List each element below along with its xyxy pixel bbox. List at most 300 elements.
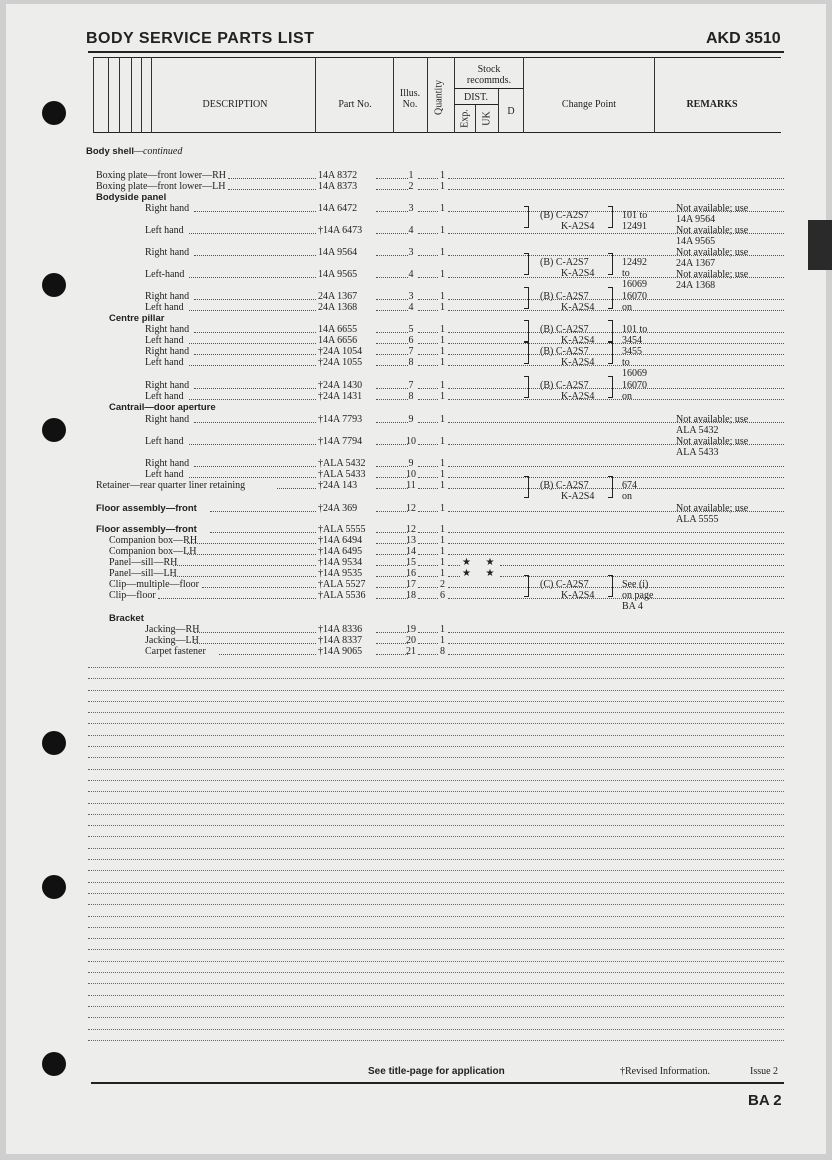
bracket [524, 342, 529, 364]
blank-line [88, 870, 784, 871]
footer-application-note: See title-page for application [368, 1066, 505, 1077]
blank-line [88, 848, 784, 849]
part-description: Carpet fastener [145, 646, 206, 657]
leader-dots [418, 324, 438, 333]
quantity: 1 [440, 469, 445, 480]
change-point-code: K-A2S4 [561, 491, 595, 502]
section-heading-bold: Body shell [86, 146, 135, 157]
part-number: †14A 9065 [318, 646, 363, 657]
remark-text: Not available; use [676, 414, 749, 425]
blank-line [88, 1017, 784, 1018]
column-line [108, 57, 109, 133]
col-uk: UK [481, 111, 493, 126]
leader-dots [418, 557, 438, 566]
illus-number: 2 [408, 181, 414, 192]
remark-text: Not available; use [676, 436, 749, 447]
col-stock: Stock recommds. [466, 64, 512, 86]
part-description: Right hand [145, 346, 190, 357]
leader-dots [448, 391, 784, 400]
blank-line [88, 780, 784, 781]
leader-dots [277, 480, 316, 489]
leader-dots [418, 436, 438, 445]
leader-dots [189, 469, 316, 478]
change-point-code: K-A2S4 [561, 268, 595, 279]
leader-dots [194, 324, 316, 333]
quantity: 1 [440, 346, 445, 357]
change-point-range: 101 to [622, 210, 648, 221]
leader-dots [194, 380, 316, 389]
blank-line [88, 712, 784, 713]
leader-dots [448, 181, 784, 190]
change-point-range: 16069 [622, 279, 647, 290]
part-description: Right hand [145, 458, 190, 469]
quantity: 1 [440, 357, 445, 368]
col-part-no: Part No. [338, 99, 372, 110]
change-point-code: K-A2S4 [561, 302, 595, 313]
leader-dots [448, 324, 784, 333]
part-number: †14A 9535 [318, 568, 363, 579]
group-heading: Floor assembly—front [96, 524, 197, 535]
leader-dots [418, 225, 438, 234]
bracket [608, 342, 613, 364]
column-line [151, 57, 152, 133]
blank-line [88, 836, 784, 837]
quantity: 1 [440, 635, 445, 646]
leader-dots [448, 291, 784, 300]
change-point-range: on [622, 302, 632, 313]
quantity: 1 [440, 535, 445, 546]
section-heading [86, 146, 182, 157]
remark-text: Not available; use [676, 203, 749, 214]
leader-dots [418, 380, 438, 389]
part-number: †14A 6473 [318, 225, 363, 236]
part-description: Left-hand [145, 269, 185, 280]
stock-rule [454, 88, 523, 89]
leader-dots [189, 269, 316, 278]
leader-dots [418, 480, 438, 489]
part-number: 24A 1367 [318, 291, 358, 302]
blank-line [88, 723, 784, 724]
part-number: †14A 8336 [318, 624, 363, 635]
remark-text: ALA 5555 [676, 514, 719, 525]
part-description: Retainer—rear quarter liner retaining [96, 480, 246, 491]
part-number: †24A 1431 [318, 391, 363, 402]
change-point-range: 3455 [622, 346, 642, 357]
blank-line [88, 667, 784, 668]
blank-line [88, 735, 784, 736]
change-point-code: (C) C-A2S7 [540, 579, 589, 590]
blank-line [88, 1006, 784, 1007]
blank-line [88, 972, 784, 973]
blank-line [88, 769, 784, 770]
quantity: 1 [440, 524, 445, 535]
leader-dots [418, 503, 438, 512]
quantity: 1 [440, 203, 445, 214]
illus-number: 12 [406, 524, 416, 535]
bracket [608, 376, 613, 398]
part-description: Panel—sill—RH [109, 557, 178, 568]
illus-number: 6 [408, 335, 414, 346]
leader-dots [500, 568, 784, 577]
leader-dots [173, 557, 316, 566]
binder-hole [42, 101, 66, 125]
leader-dots [210, 524, 316, 533]
illus-number: 1 [408, 170, 414, 181]
remark-text: 14A 9564 [676, 214, 716, 225]
blank-line [88, 803, 784, 804]
part-description: Left hand [145, 225, 184, 236]
blank-line [88, 1029, 784, 1030]
quantity: 1 [440, 436, 445, 447]
change-point-range: on page [622, 590, 654, 601]
blank-line [88, 995, 784, 996]
leader-dots [418, 391, 438, 400]
column-line [131, 57, 132, 133]
leader-dots [194, 291, 316, 300]
change-point-range: on [622, 491, 632, 502]
index-tab [808, 220, 832, 270]
illus-number: 14 [406, 546, 416, 557]
part-number: 14A 6472 [318, 203, 358, 214]
leader-dots [500, 557, 784, 566]
quantity: 1 [440, 269, 445, 280]
blank-line [88, 746, 784, 747]
remark-text: ALA 5433 [676, 447, 719, 458]
part-number: 14A 8373 [318, 181, 358, 192]
change-point-code: (B) C-A2S7 [540, 346, 589, 357]
leader-dots [418, 469, 438, 478]
change-point-range: 674 [622, 480, 637, 491]
part-description: Jacking—RH [145, 624, 200, 635]
leader-dots [418, 346, 438, 355]
change-point-code: (B) C-A2S7 [540, 380, 589, 391]
quantity: 1 [440, 380, 445, 391]
leader-dots [189, 391, 316, 400]
leader-dots [187, 546, 316, 555]
leader-dots [210, 503, 316, 512]
blank-line [88, 949, 784, 950]
blank-line [88, 825, 784, 826]
quantity: 1 [440, 480, 445, 491]
leader-dots [448, 346, 784, 355]
quantity: 1 [440, 503, 445, 514]
leader-dots [418, 590, 438, 599]
illus-number: 3 [408, 203, 414, 214]
leader-dots [189, 357, 316, 366]
illus-number: 4 [408, 225, 414, 236]
leader-dots [448, 579, 784, 588]
remark-text: Not available; use [676, 247, 749, 258]
leader-dots [448, 568, 460, 577]
header-rule [93, 57, 781, 58]
leader-dots [448, 357, 784, 366]
illus-number: 10 [406, 469, 416, 480]
change-point-code: (B) C-A2S7 [540, 291, 589, 302]
change-point-range: 3454 [622, 335, 642, 346]
change-point-range: 12492 [622, 257, 647, 268]
part-number: 14A 8372 [318, 170, 358, 181]
col-quantity: Quantity [433, 80, 445, 115]
quantity: 2 [440, 579, 445, 590]
col-d: D [507, 106, 515, 117]
illus-number: 17 [406, 579, 416, 590]
change-point-code: K-A2S4 [561, 391, 595, 402]
col-description: DESCRIPTION [202, 99, 268, 110]
change-point-code: (B) C-A2S7 [540, 210, 589, 221]
remark-text: Not available; use [676, 269, 749, 280]
leader-dots [448, 480, 784, 489]
illus-number: 7 [408, 380, 414, 391]
page-title: BODY SERVICE PARTS LIST [86, 30, 315, 47]
star-marker: ★ ★ [462, 557, 501, 568]
part-description: Right hand [145, 291, 190, 302]
footer-issue: Issue 2 [750, 1066, 779, 1077]
illus-number: 20 [406, 635, 416, 646]
quantity: 1 [440, 225, 445, 236]
blank-line [88, 690, 784, 691]
leader-dots [418, 646, 438, 655]
leader-dots [418, 414, 438, 423]
change-point-code: K-A2S4 [561, 221, 595, 232]
leader-dots [448, 590, 784, 599]
part-number: †24A 143 [318, 480, 358, 491]
col-change-point: Change Point [561, 99, 617, 110]
col-dist: DIST. [464, 92, 488, 103]
part-description: Right hand [145, 380, 190, 391]
quantity: 1 [440, 170, 445, 181]
bracket [524, 476, 529, 498]
blank-line [88, 916, 784, 917]
group-heading: Floor assembly—front [96, 503, 197, 514]
leader-dots [448, 302, 784, 311]
part-description: Clip—multiple—floor [109, 579, 199, 590]
leader-dots [418, 247, 438, 256]
part-number: †14A 6495 [318, 546, 363, 557]
change-point-range: 16070 [622, 291, 647, 302]
part-number: †14A 9534 [318, 557, 363, 568]
leader-dots [418, 579, 438, 588]
change-point-range: 16070 [622, 380, 647, 391]
blank-line [88, 882, 784, 883]
leader-dots [194, 458, 316, 467]
remark-text: Not available; use [676, 225, 749, 236]
leader-dots [418, 524, 438, 533]
part-number: 14A 9565 [318, 269, 358, 280]
bracket [608, 320, 613, 342]
blank-line [88, 701, 784, 702]
part-number: †14A 7793 [318, 414, 363, 425]
column-line [141, 57, 142, 133]
leader-dots [448, 524, 784, 533]
blank-line [88, 1040, 784, 1041]
leader-dots [189, 225, 316, 234]
column-line [393, 57, 394, 133]
leader-dots [448, 646, 784, 655]
illus-number: 9 [408, 458, 414, 469]
part-description: Companion box—RH [109, 535, 198, 546]
column-line [427, 57, 428, 133]
group-heading: Cantrail—door aperture [109, 402, 216, 413]
illus-number: 5 [408, 324, 414, 335]
leader-dots [418, 535, 438, 544]
column-line [93, 57, 94, 133]
part-number: 14A 6655 [318, 324, 358, 335]
change-point-code: (B) C-A2S7 [540, 480, 589, 491]
quantity: 1 [440, 391, 445, 402]
part-description: Right hand [145, 247, 190, 258]
leader-dots [219, 646, 316, 655]
bracket [608, 575, 613, 597]
part-number: †14A 8337 [318, 635, 363, 646]
bracket [524, 320, 529, 342]
part-description: Companion box—LH [109, 546, 197, 557]
part-description: Clip—floor [109, 590, 156, 601]
leader-dots [194, 346, 316, 355]
blank-line [88, 938, 784, 939]
remark-text: Not available; use [676, 503, 749, 514]
part-number: †ALA 5555 [318, 524, 366, 535]
bracket [524, 575, 529, 597]
star-marker: ★ ★ [462, 568, 501, 579]
illus-number: 15 [406, 557, 416, 568]
change-point-code: (B) C-A2S7 [540, 324, 589, 335]
leader-dots [418, 568, 438, 577]
leader-dots [189, 335, 316, 344]
leader-dots [448, 557, 460, 566]
footer-revised-note: †Revised Information. [620, 1066, 710, 1077]
blank-line [88, 791, 784, 792]
bracket [608, 287, 613, 309]
leader-dots [202, 579, 316, 588]
column-line [475, 104, 476, 133]
part-description: Right hand [145, 324, 190, 335]
blank-line [88, 814, 784, 815]
illus-number: 10 [406, 436, 416, 447]
leader-dots [448, 335, 784, 344]
illus-number: 8 [408, 357, 414, 368]
part-number: †ALA 5536 [318, 590, 366, 601]
binder-hole [42, 273, 66, 297]
column-line [523, 57, 524, 133]
part-description: Left hand [145, 335, 184, 346]
column-line [654, 57, 655, 133]
quantity: 1 [440, 247, 445, 258]
quantity: 1 [440, 335, 445, 346]
quantity: 1 [440, 624, 445, 635]
part-number: 24A 1368 [318, 302, 358, 313]
group-heading: Bracket [109, 613, 144, 624]
leader-dots [194, 203, 316, 212]
blank-line [88, 927, 784, 928]
part-number: †24A 1055 [318, 357, 363, 368]
change-point-range: 101 to [622, 324, 648, 335]
document-code: AKD 3510 [706, 30, 781, 47]
blank-line [88, 678, 784, 679]
part-number: †24A 369 [318, 503, 358, 514]
quantity: 1 [440, 324, 445, 335]
illus-number: 9 [408, 414, 414, 425]
leader-dots [448, 469, 784, 478]
binder-hole [42, 875, 66, 899]
quantity: 1 [440, 458, 445, 469]
leader-dots [418, 181, 438, 190]
change-point-code: (B) C-A2S7 [540, 257, 589, 268]
illus-number: 13 [406, 535, 416, 546]
part-number: 14A 9564 [318, 247, 358, 258]
illus-number: 3 [408, 247, 414, 258]
part-description: Panel—sill—LH [109, 568, 177, 579]
change-point-code: K-A2S4 [561, 590, 595, 601]
leader-dots [418, 170, 438, 179]
footer-rule [91, 1082, 784, 1084]
column-line [119, 57, 120, 133]
change-point-range: BA 4 [622, 601, 643, 612]
part-description: Left hand [145, 302, 184, 313]
remark-text: 24A 1367 [676, 258, 716, 269]
part-description: Left hand [145, 469, 184, 480]
bracket [608, 476, 613, 498]
section-heading-italic: —continued [134, 146, 183, 157]
bracket [524, 287, 529, 309]
remark-text: 14A 9565 [676, 236, 716, 247]
leader-dots [189, 302, 316, 311]
part-number: †ALA 5433 [318, 469, 366, 480]
illus-number: 4 [408, 302, 414, 313]
leader-dots [418, 357, 438, 366]
illus-number: 11 [406, 480, 416, 491]
illus-number: 19 [406, 624, 416, 635]
quantity: 6 [440, 590, 445, 601]
quantity: 1 [440, 568, 445, 579]
quantity: 1 [440, 302, 445, 313]
remark-text: 24A 1368 [676, 280, 716, 291]
part-description: Left hand [145, 391, 184, 402]
quantity: 1 [440, 546, 445, 557]
part-number: †ALA 5527 [318, 579, 366, 590]
change-point-range: See (i) [622, 579, 649, 590]
blank-line [88, 961, 784, 962]
part-number: †24A 1430 [318, 380, 363, 391]
header-top-rule [88, 51, 784, 53]
quantity: 8 [440, 646, 445, 657]
bracket [524, 206, 529, 228]
leader-dots [448, 624, 784, 633]
leader-dots [448, 380, 784, 389]
bracket [524, 376, 529, 398]
blank-line [88, 893, 784, 894]
part-description: Jacking—LH [145, 635, 199, 646]
leader-dots [418, 203, 438, 212]
bracket [608, 206, 613, 228]
bracket [608, 253, 613, 275]
leader-dots [418, 291, 438, 300]
column-line [498, 88, 499, 133]
leader-dots [448, 635, 784, 644]
part-number: †14A 7794 [318, 436, 363, 447]
binder-hole [42, 418, 66, 442]
blank-line [88, 757, 784, 758]
leader-dots [189, 436, 316, 445]
part-description: Boxing plate—front lower—LH [96, 181, 226, 192]
change-point-code: K-A2S4 [561, 335, 595, 346]
leader-dots [187, 535, 316, 544]
part-description: Left hand [145, 436, 184, 447]
change-point-range: 12491 [622, 221, 647, 232]
part-description: Boxing plate—front lower—RH [96, 170, 226, 181]
page-number: BA 2 [748, 1092, 782, 1109]
leader-dots [194, 247, 316, 256]
leader-dots [418, 458, 438, 467]
